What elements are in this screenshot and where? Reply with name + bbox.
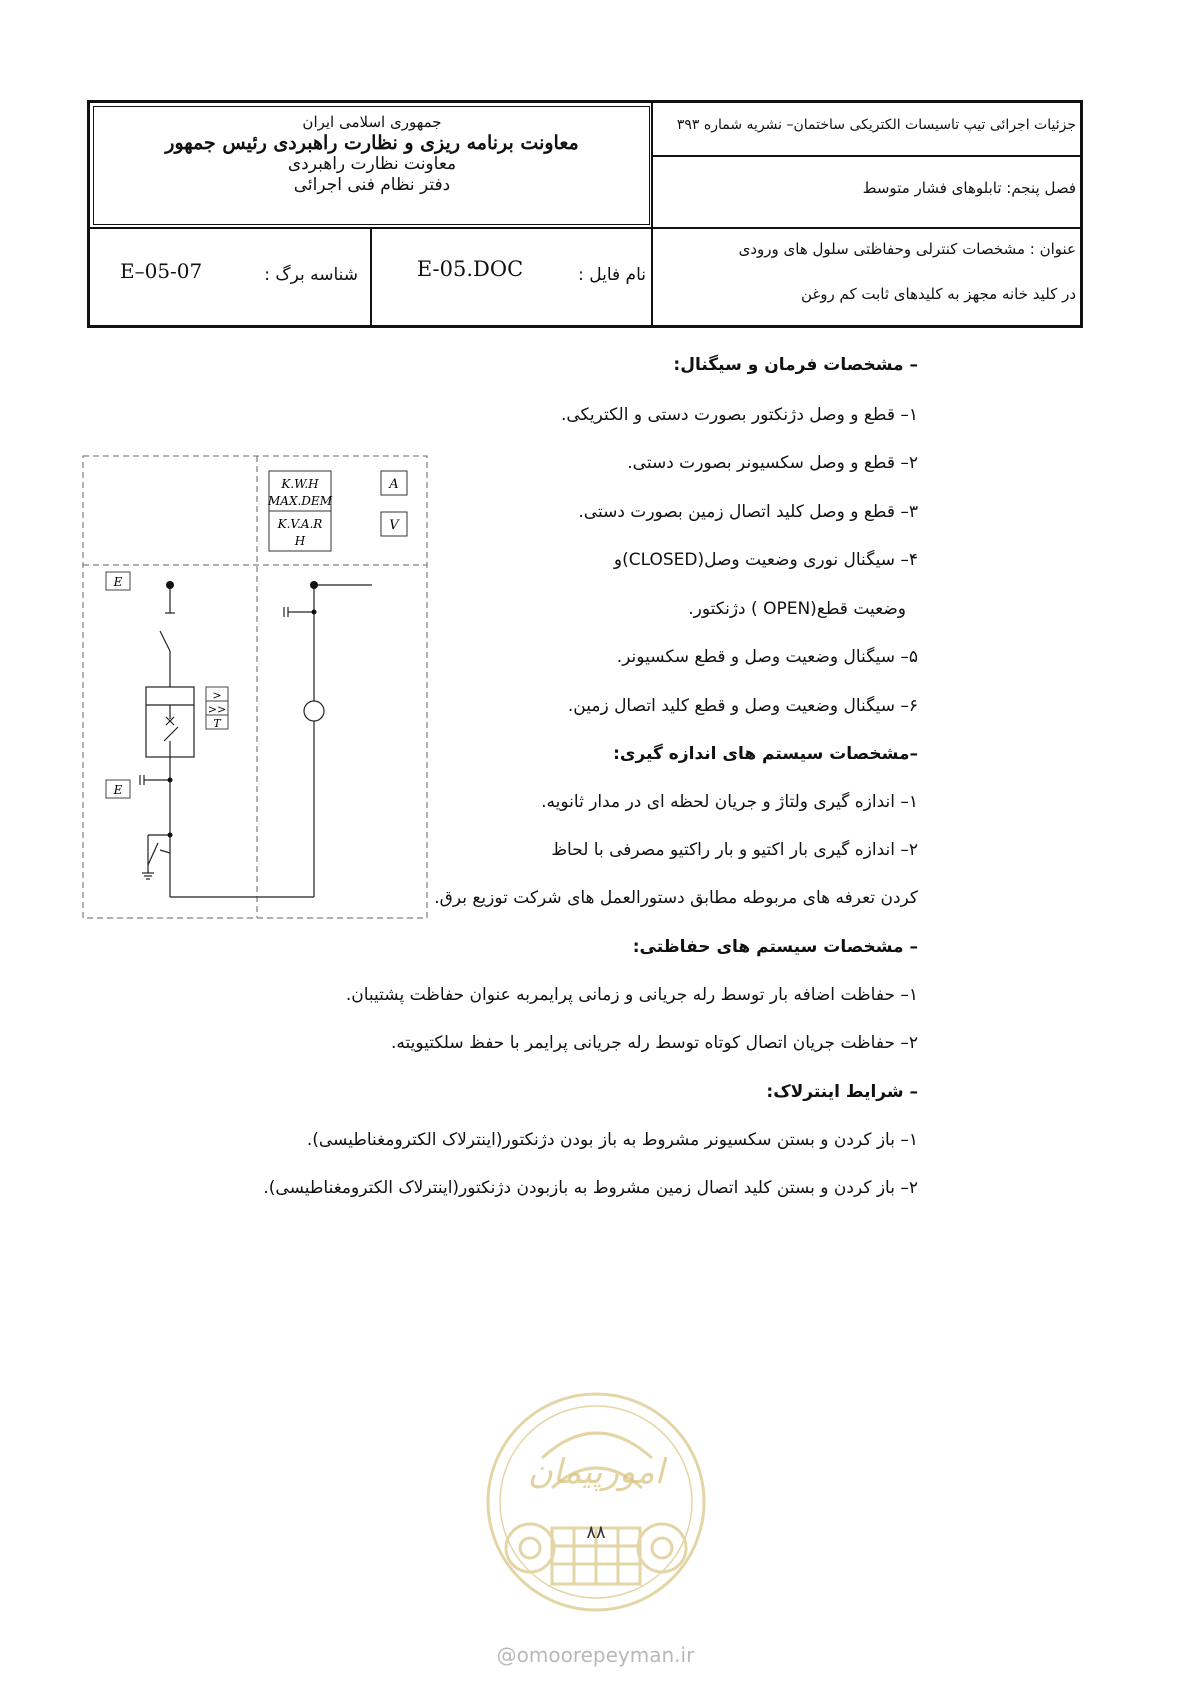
interlock-item-1: ۱– باز کردن و بستن سکسیونر مشروط به باز بودن دژنکتور(اینترلاک الکترومغناطیسی). xyxy=(306,1130,918,1150)
org-line-1: جمهوری اسلامی ایران xyxy=(302,113,442,131)
protection-item-1: ۱– حفاظت اضافه بار توسط رله جریانی و زمانی پرایمربه عنوان حفاظت پشتیبان. xyxy=(345,985,918,1005)
measurement-item-2-cont: کردن تعرفه های مربوطه مطابق دستورالعمل های شرکت توزیع برق. xyxy=(434,888,918,908)
logo-text: امورپیمان xyxy=(527,1452,665,1492)
sheet-title-line-2: در کلید خانه مجهز به کلیدهای ثابت کم روغن xyxy=(800,285,1076,303)
org-line-2: معاونت برنامه ریزی و نظارت راهبردی رئیس جمهور xyxy=(165,132,579,154)
chapter-title: فصل پنجم: تابلوهای فشار متوسط xyxy=(862,179,1076,197)
control-item-3: ۳– قطع و وصل کلید اتصال زمین بصورت دستی. xyxy=(578,502,918,522)
interlock-item-2: ۲– باز کردن و بستن کلید اتصال زمین مشروط به بازبودن دژنکتور(اینترلاک الکترومغناطیسی). xyxy=(263,1178,918,1198)
control-item-2: ۲– قطع و وصل سکسیونر بصورت دستی. xyxy=(627,453,918,473)
page-number: ۸۸ xyxy=(586,1522,606,1543)
sheet-id-label: شناسه برگ : xyxy=(264,265,358,285)
file-name: E-05.DOC xyxy=(416,257,524,281)
content-area xyxy=(180,0,918,1300)
org-line-4: دفتر نظام فنی اجرائی xyxy=(293,175,451,195)
at-icon: @ xyxy=(496,1643,517,1667)
relay-time: T xyxy=(213,717,221,730)
section-protection-title: – مشخصات سیستم های حفاظتی: xyxy=(632,937,918,957)
file-label: نام فایل : xyxy=(578,265,646,285)
meter-kvar-label: K.V.A.R xyxy=(277,517,323,531)
ammeter-label: A xyxy=(389,477,399,492)
control-item-1: ۱– قطع و وصل دژنکتور بصورت دستی و الکتریکی. xyxy=(560,405,918,425)
meter-maxdem-label: MAX.DEM xyxy=(268,494,332,508)
section-interlock-title: – شرایط اینترلاک: xyxy=(766,1082,918,1102)
section-control-title: – مشخصات فرمان و سیگنال: xyxy=(673,355,918,375)
watermark-url xyxy=(0,1643,1191,1667)
publication-title: جزئیات اجرائی تیپ تاسیسات الکتریکی ساختمان– نشریه شماره ۳۹۳ xyxy=(676,117,1076,133)
voltmeter-label: V xyxy=(389,518,399,533)
control-item-5: ۵– سیگنال وضعیت وصل و قطع سکسیونر. xyxy=(616,647,918,667)
section-measurement-title: –مشخصات سیستم های اندازه گیری: xyxy=(613,744,918,764)
earth-label-top: E xyxy=(113,575,123,589)
org-line-3: معاونت نظارت راهبردی xyxy=(287,154,457,174)
watermark-logo xyxy=(482,1388,710,1616)
earth-label-bottom: E xyxy=(113,783,123,797)
control-item-4-cont: وضعیت قطع(OPEN ) دژنکتور. xyxy=(688,599,906,619)
meter-kwh-label: K.W.H xyxy=(281,477,319,491)
measurement-item-1: ۱– اندازه گیری ولتاژ و جریان لحظه ای در مدار ثانویه. xyxy=(541,792,918,812)
meter-h-label: H xyxy=(294,534,306,548)
control-item-4: ۴– سیگنال نوری وضعیت وصل(CLOSED)و xyxy=(613,550,918,570)
protection-item-2: ۲– حفاظت جریان اتصال کوتاه توسط رله جریانی پرایمر با حفظ سلکتیویته. xyxy=(390,1033,918,1053)
control-item-6: ۶– سیگنال وضعیت وصل و قطع کلید اتصال زمین. xyxy=(567,696,918,716)
sheet-title-line-1: عنوان : مشخصات کنترلی وحفاظتی سلول های ورودی xyxy=(738,240,1076,258)
measurement-item-2: ۲– اندازه گیری بار اکتیو و بار راکتیو مصرفی با لحاظ xyxy=(551,840,918,860)
watermark-url-text: omoorepeyman.ir xyxy=(516,1643,695,1667)
sheet-id: E–05-07 xyxy=(120,259,203,283)
relay-overcurrent: > xyxy=(212,689,222,702)
relay-shortcircuit: >> xyxy=(207,703,227,716)
